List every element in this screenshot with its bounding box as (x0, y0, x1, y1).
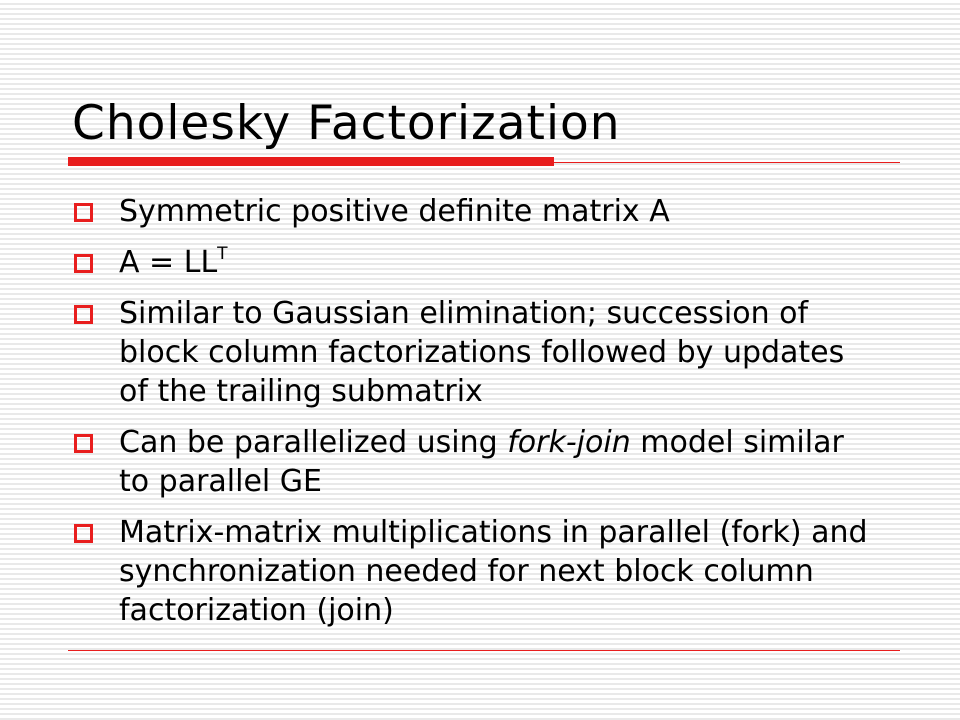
bullet-text: A = LL (119, 245, 218, 280)
bullet-text: model similar to parallel GE (119, 425, 844, 499)
bullet-item (74, 513, 874, 630)
bullet-text: Similar to Gaussian elimination; succession of block column factorizations followed by updates of the trailing submatrix (119, 296, 845, 409)
square-bullet-icon (74, 524, 93, 543)
title-underline-thin (554, 162, 900, 163)
slide-title: Cholesky Factorization (72, 96, 621, 151)
bullet-item (74, 243, 874, 282)
bullet-item (74, 192, 874, 231)
square-bullet-icon (74, 305, 93, 324)
bullet-list (74, 192, 874, 642)
transpose-superscript: T (217, 244, 228, 264)
bullet-text: Matrix-matrix multiplications in parallel (fork) and synchronization needed for next block column factorization (join) (119, 515, 868, 628)
square-bullet-icon (74, 203, 93, 222)
bullet-item (74, 294, 874, 411)
bullet-italic-term: fork-join (507, 425, 631, 460)
bullet-item (74, 423, 874, 501)
square-bullet-icon (74, 434, 93, 453)
title-underline-thick (68, 157, 554, 166)
square-bullet-icon (74, 254, 93, 273)
bullet-text: Can be parallelized using (119, 425, 508, 460)
footer-rule (68, 650, 900, 651)
bullet-text: Symmetric positive definite matrix A (119, 194, 670, 229)
